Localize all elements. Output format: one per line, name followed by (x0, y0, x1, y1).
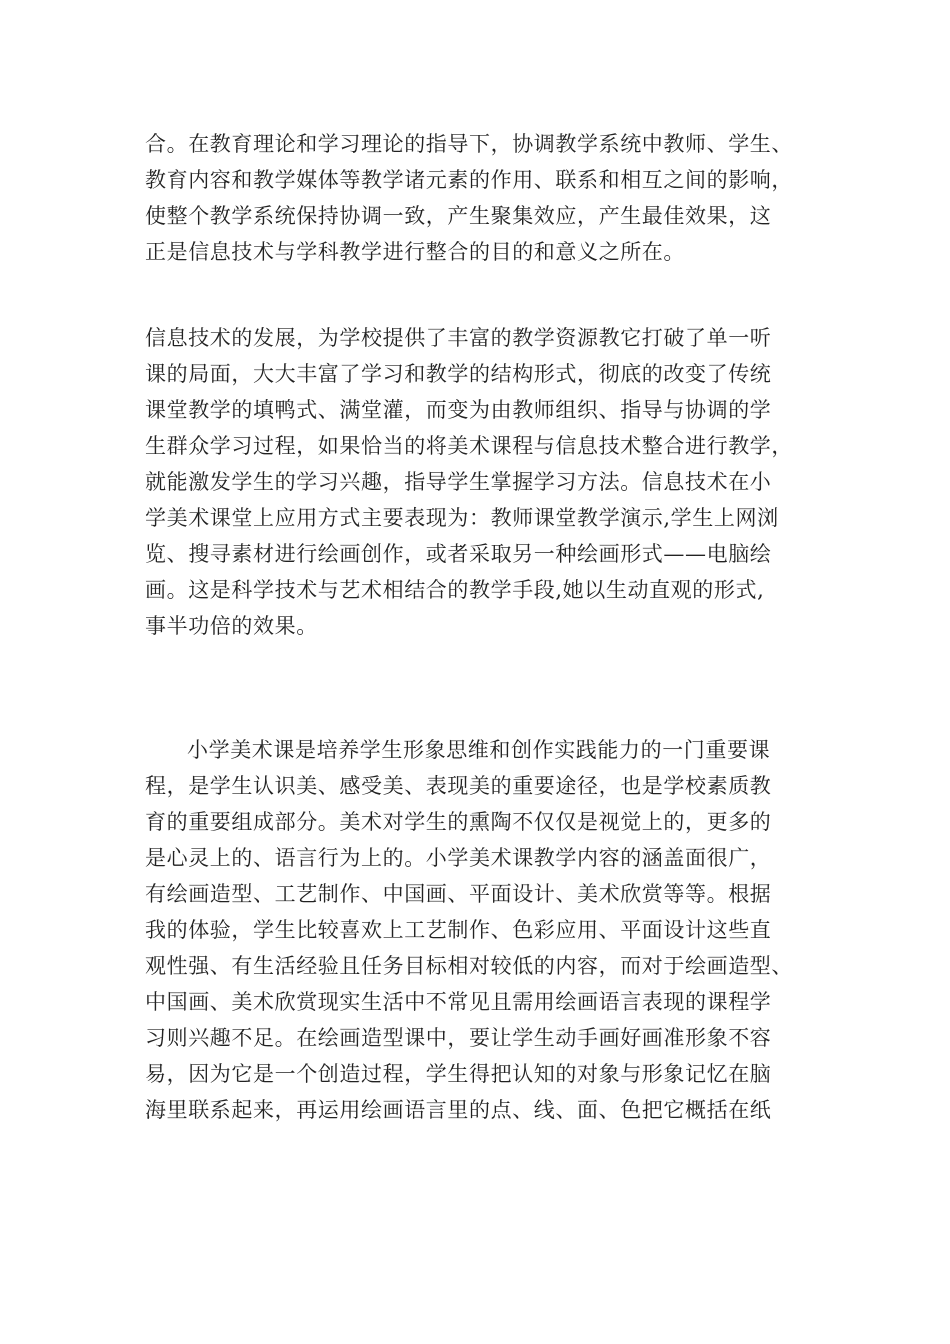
paragraph-line: 我的体验，学生比较喜欢上工艺制作、色彩应用、平面设计这些直 (145, 918, 772, 942)
paragraph-line: 事半功倍的效果。 (145, 614, 318, 638)
paragraph-line: 习则兴趣不足。在绘画造型课中，要让学生动手画好画准形象不容 (145, 1026, 772, 1050)
paragraph-line: 有绘画造型、工艺制作、中国画、平面设计、美术欣赏等等。根据 (145, 882, 772, 906)
paragraph-line: 生群众学习过程，如果恰当的将美术课程与信息技术整合进行教学， (145, 434, 793, 458)
paragraph-line: 学美术课堂上应用方式主要表现为：教师课堂教学演示,学生上网浏 (145, 506, 779, 530)
paragraph-line: 易，因为它是一个创造过程，学生得把认知的对象与形象记忆在脑 (145, 1062, 772, 1086)
paragraph-line: 中国画、美术欣赏现实生活中不常见且需用绘画语言表现的课程学 (145, 990, 772, 1014)
paragraph-line: 海里联系起来，再运用绘画语言里的点、线、面、色把它概括在纸 (145, 1098, 772, 1122)
paragraph-line: 合。在教育理论和学习理论的指导下，协调教学系统中教师、学生、 (145, 132, 793, 156)
paragraph-line: 观性强、有生活经验且任务目标相对较低的内容，而对于绘画造型、 (145, 954, 793, 978)
paragraph-line: 程，是学生认识美、感受美、表现美的重要途径，也是学校素质教 (145, 774, 772, 798)
paragraph-line: 就能激发学生的学习兴趣，指导学生掌握学习方法。信息技术在小 (145, 470, 772, 494)
paragraph-line: 正是信息技术与学科教学进行整合的目的和意义之所在。 (145, 240, 685, 264)
paragraph-line: 课的局面，大大丰富了学习和教学的结构形式，彻底的改变了传统 (145, 362, 772, 386)
paragraph-line: 是心灵上的、语言行为上的。小学美术课教学内容的涵盖面很广， (145, 846, 772, 870)
paragraph-line: 览、搜寻素材进行绘画创作，或者采取另一种绘画形式——电脑绘 (145, 542, 772, 566)
paragraph-line: 课堂教学的填鸭式、满堂灌，而变为由教师组织、指导与协调的学 (145, 398, 772, 422)
paragraph-2 (145, 320, 805, 644)
paragraph-line: 信息技术的发展，为学校提供了丰富的教学资源教它打破了单一听 (145, 326, 772, 350)
paragraph-1 (145, 126, 805, 270)
paragraph-line: 小学美术课是培养学生形象思维和创作实践能力的一门重要课 (187, 738, 771, 762)
paragraph-line: 画。这是科学技术与艺术相结合的教学手段,她以生动直观的形式, (145, 578, 765, 602)
paragraph-line: 使整个教学系统保持协调一致，产生聚集效应，产生最佳效果，这 (145, 204, 772, 228)
paragraph-line: 教育内容和教学媒体等教学诸元素的作用、联系和相互之间的影响， (145, 168, 793, 192)
paragraph-line: 育的重要组成部分。美术对学生的熏陶不仅仅是视觉上的，更多的 (145, 810, 772, 834)
paragraph-3 (145, 732, 805, 1128)
